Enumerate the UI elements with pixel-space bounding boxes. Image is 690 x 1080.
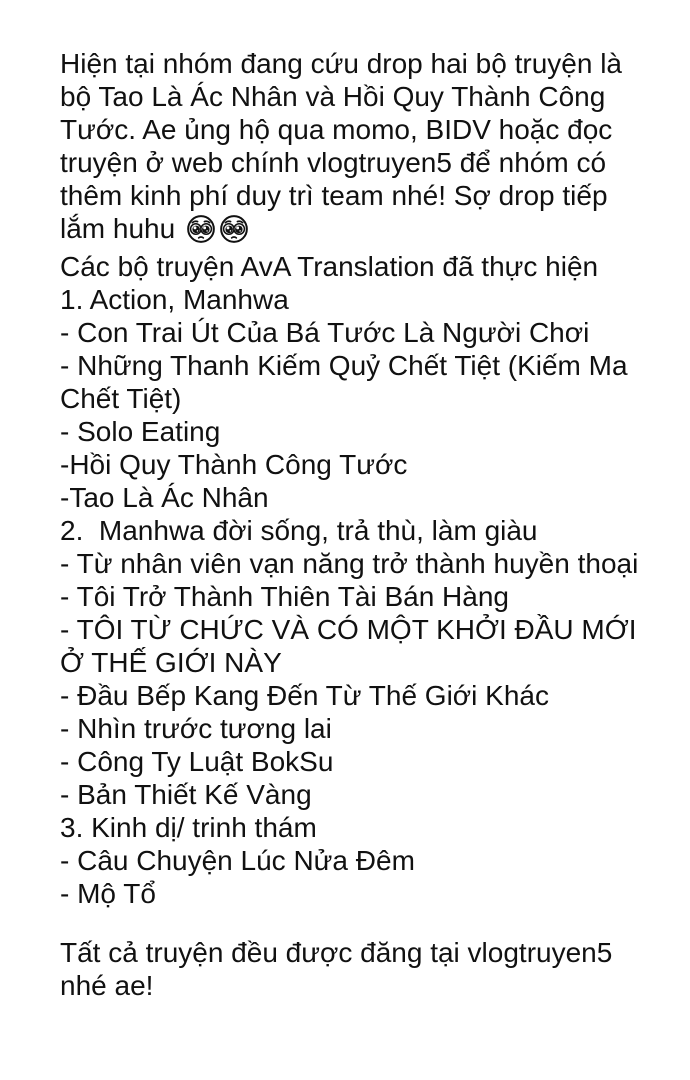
list-item: - Con Trai Út Của Bá Tước Là Người Chơi (60, 317, 590, 348)
library-heading: Các bộ truyện AvA Translation đã thực hiện (60, 251, 599, 282)
intro-line: truyện ở web chính vlogtruyen5 để nhóm có (60, 147, 607, 178)
list-item: - Bản Thiết Kế Vàng (60, 779, 312, 810)
list-item: - Nhìn trước tương lai (60, 713, 332, 744)
list-item: - TÔI TỪ CHỨC VÀ CÓ MỘT KHỞI ĐẦU MỚI (60, 614, 637, 645)
list-item: - Công Ty Luật BokSu (60, 746, 334, 777)
list-item: - Câu Chuyện Lúc Nửa Đêm (60, 845, 415, 876)
list-item-continuation: Ở THẾ GIỚI NÀY (60, 647, 282, 678)
list-item: - Tôi Trở Thành Thiên Tài Bán Hàng (60, 581, 509, 612)
intro-line: Hiện tại nhóm đang cứu drop hai bộ truyện là (60, 48, 622, 79)
list-item: -Tao Là Ác Nhân (60, 482, 269, 513)
section-3-header: 3. Kinh dị/ trinh thám (60, 812, 317, 843)
footer-line: nhé ae! (60, 970, 154, 1001)
list-item-continuation: Chết Tiệt) (60, 383, 182, 414)
intro-line: Tước. Ae ủng hộ qua momo, BIDV hoặc đọc (60, 114, 613, 145)
intro-line: bộ Tao Là Ác Nhân và Hồi Quy Thành Công (60, 81, 606, 112)
section-1-header: 1. Action, Manhwa (60, 284, 289, 315)
intro-line: thêm kinh phí duy trì team nhé! Sợ drop tiếp (60, 180, 608, 211)
list-item: - Từ nhân viên vạn năng trở thành huyền thoại (60, 548, 639, 579)
intro-paragraph (60, 47, 666, 245)
list-item: - Đầu Bếp Kang Đến Từ Thế Giới Khác (60, 680, 549, 711)
list-item: -Hồi Quy Thành Công Tước (60, 449, 408, 480)
pleading-face-emoji (186, 214, 216, 244)
section-2-header: 2. Manhwa đời sống, trả thù, làm giàu (60, 515, 538, 546)
footer-paragraph (60, 936, 666, 1002)
list-item: - Những Thanh Kiếm Quỷ Chết Tiệt (Kiếm Ma (60, 350, 628, 381)
pleading-face-emoji (219, 214, 249, 244)
list-item: - Mộ Tổ (60, 878, 156, 909)
page-content (60, 47, 666, 1002)
intro-line-with-emoji (60, 212, 666, 245)
intro-line-text: lắm huhu (60, 213, 183, 244)
library-list (60, 283, 666, 910)
footer-line: Tất cả truyện đều được đăng tại vlogtruyen5 (60, 937, 613, 968)
list-item: - Solo Eating (60, 416, 221, 447)
